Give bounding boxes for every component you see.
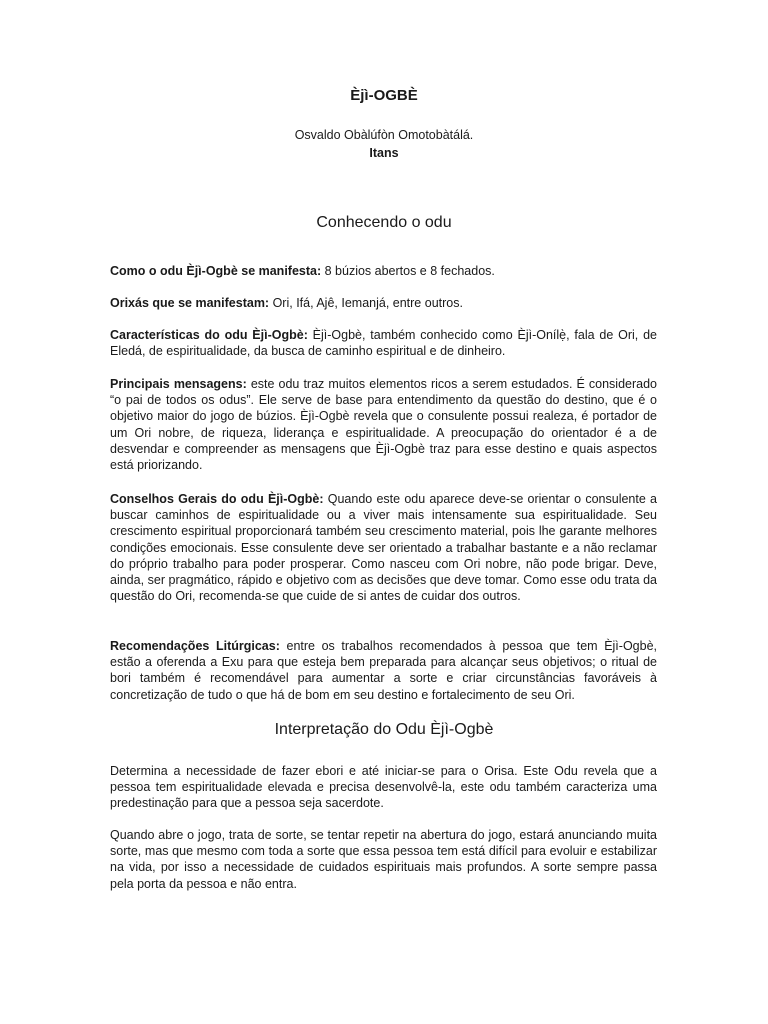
field-mensagens: [110, 376, 657, 473]
field-label: Orixás que se manifestam:: [110, 296, 270, 310]
section-heading-conhecendo: Conhecendo o odu: [316, 214, 452, 231]
section-heading-interpretacao: Interpretação do Odu Èjì-Ogbè: [274, 721, 494, 738]
field-recomendacoes: [110, 638, 657, 703]
field-text: Èjì-Ogbè, também conhecido como Èjì-Onílẹ̀, fala de Ori, de Eledá, de espiritualidade, da busca de caminho espiritual e de dinheiro.: [110, 328, 657, 359]
field-orixas: [110, 295, 657, 311]
author-line: Osvaldo Obàlúfòn Omotobàtálá.: [294, 128, 474, 142]
field-text: Ori, Ifá, Ajê, Iemanjá, entre outros.: [269, 296, 463, 310]
field-text: este odu traz muitos elementos ricos a serem estudados. É considerado “o pai de todos os odus”. Ele serve de base para entendimento da questão do destino, que é o objetivo maior do jogo de búzios. Èjì-Ogbè revela que o consulente possui realeza, é portador de um Ori nobre, de riqueza, liderança e espiritualidade. A preocupação do orientador é a de desvendar e compreender as mensagens que Èjì-Ogbè traz para esse destino e quais aspectos está priorizando.: [110, 377, 657, 473]
field-label: Conselhos Gerais do odu Èjì-Ogbè:: [110, 492, 324, 506]
field-label: Características do odu Èjì-Ogbè:: [110, 328, 308, 342]
field-text: Quando este odu aparece deve-se orientar o consulente a buscar caminhos de espiritualidade ou a viver mais intensamente sua espiritualidade. Seu crescimento espiritual proporcionará também seu crescimento material, pois lhe garante melhores condições emocionais. Esse consulente deve ser orientado a trabalhar bastante e a não reclamar do próprio trabalho para poder prosperar. Como nasceu com Ori nobre, não pode brigar. Deve, ainda, ser pragmático, rápido e objetivo com as decisões que deve tomar. Como esse odu trata da questão do Ori, recomenda-se que cuide de si antes de cuidar dos outros.: [110, 492, 657, 604]
field-label: Como o odu Èjì-Ogbè se manifesta:: [110, 264, 322, 278]
field-label: Principais mensagens:: [110, 377, 247, 391]
field-text: entre os trabalhos recomendados à pessoa que tem Èjì-Ogbè, estão a oferenda a Exu para que esteja bem preparada para alcançar seus objetivos; o ritual de bori também é recomendável para aumentar a sorte e criar circunstâncias favoráveis à concretização de tudo o que há de bom em seu destino e fortalecimento de seu Ori.: [110, 639, 657, 702]
field-text: 8 búzios abertos e 8 fechados.: [321, 264, 495, 278]
interpretation-paragraph: Determina a necessidade de fazer ebori e até iniciar-se para o Orisa. Este Odu revela que a pessoa tem espiritualidade elevada e precisa desenvolvê-la, este odu também caracteriza uma predestinação para que a pessoa seja sacerdote.: [110, 764, 657, 811]
field-label: Recomendações Litúrgicas:: [110, 639, 280, 653]
document-title: Èjì-OGBÈ: [350, 87, 418, 104]
field-caracteristicas: [110, 327, 657, 359]
subtitle: Itans: [369, 146, 399, 160]
interpretation-paragraph: Quando abre o jogo, trata de sorte, se tentar repetir na abertura do jogo, estará anunciando muita sorte, mas que mesmo com toda a sorte que essa pessoa tem está difícil para evoluir e estabilizar na vida, por isso a necessidade de cuidados espirituais mais profundos. A sorte sempre passa pela porta da pessoa e não entra.: [110, 828, 657, 891]
field-manifesta: [110, 263, 657, 279]
field-conselhos: [110, 491, 657, 604]
